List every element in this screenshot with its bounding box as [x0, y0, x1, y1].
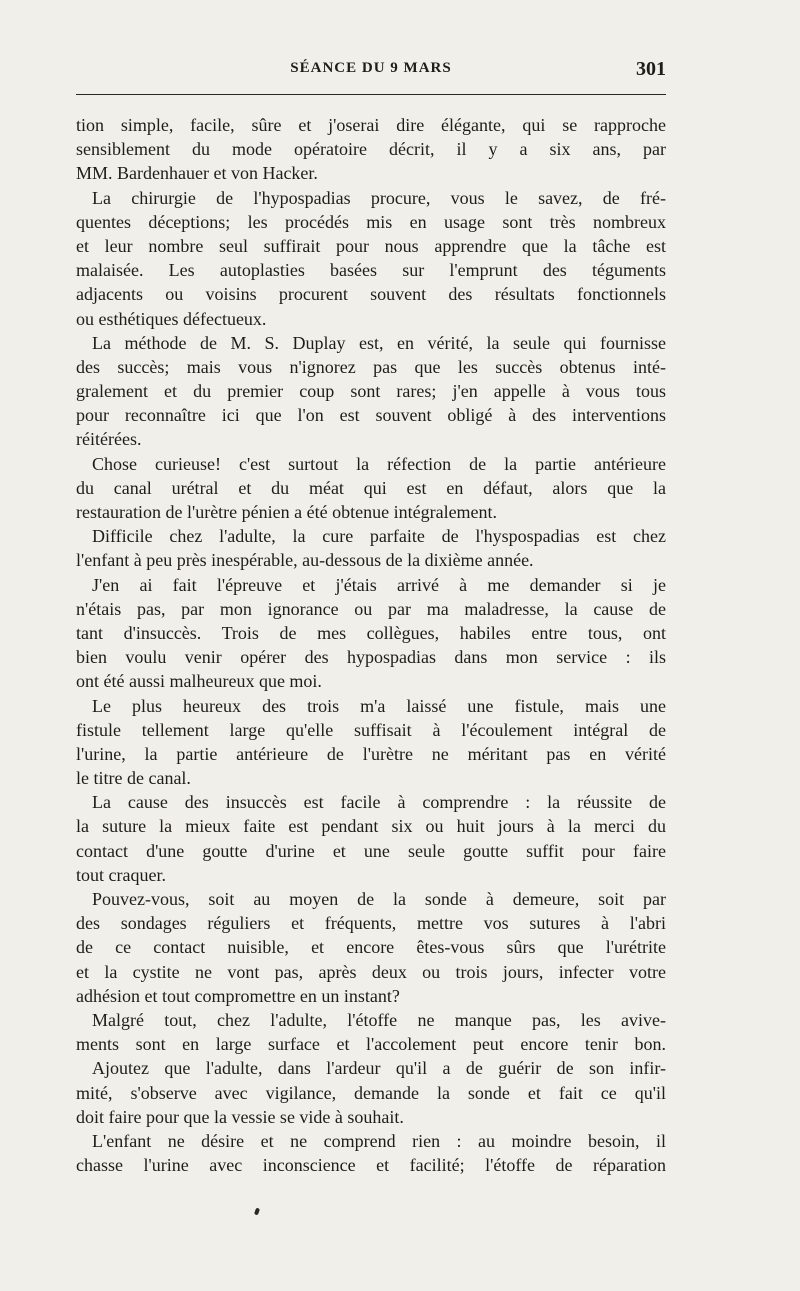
text-line: ou esthétiques défectueux.	[76, 308, 267, 329]
text-line: n'étais pas, par mon ignorance ou par ma maladresse, la cause de	[76, 598, 666, 619]
text-line: la suture la mieux faite est pendant six ou huit jours à la merci du	[76, 816, 666, 837]
text-line: MM. Bardenhauer et von Hacker.	[76, 163, 318, 184]
text-line: l'enfant à peu près inespérable, au-dessous de la dixième année.	[76, 550, 534, 571]
text-line: restauration de l'urètre pénien a été obtenue intégralement.	[76, 502, 498, 522]
page-number: 301	[636, 58, 666, 80]
text-line: du canal urétral et du méat qui est en défaut, alors que la	[76, 477, 666, 498]
text-line: le titre de canal.	[76, 768, 191, 789]
text-line: l'urine, la partie antérieure de l'urètre ne méritant pas en vérité	[76, 743, 666, 764]
text-line: tion simple, facile, sûre et j'oserai dire élégante, qui se rapproche	[76, 115, 666, 135]
text-line: malaisée. Les autoplasties basées sur l'emprunt des téguments	[76, 260, 666, 281]
text-line: sensiblement du mode opératoire décrit, il y a six ans, par	[76, 139, 666, 160]
text-line: mité, s'observe avec vigilance, demande la sonde et fait ce qu'il	[76, 1082, 666, 1103]
text-line: J'en ai fait l'épreuve et j'étais arrivé à me demander si je	[92, 574, 666, 595]
text-line: et leur nombre seul suffirait pour nous apprendre que la tâche est	[76, 235, 666, 256]
text-line: ments sont en large surface et l'accolement peut encore tenir bon.	[76, 1034, 666, 1055]
text-line: gralement et du premier coup sont rares; j'en appelle à vous tous	[76, 381, 666, 402]
text-line: tout craquer.	[76, 864, 166, 885]
text-line: Malgré tout, chez l'adulte, l'étoffe ne manque pas, les avive-	[92, 1009, 666, 1030]
text-line: bien voulu venir opérer des hypospadias dans mon service : ils	[76, 647, 666, 668]
text-line: La méthode de M. S. Duplay est, en vérité, la seule qui fournisse	[92, 332, 666, 353]
text-line: Ajoutez que l'adulte, dans l'ardeur qu'il a de guérir de son infir-	[92, 1058, 666, 1079]
text-line: Le plus heureux des trois m'a laissé une fistule, mais une	[92, 695, 666, 716]
text-line: ont été aussi malheureux que moi.	[76, 671, 322, 692]
text-line: L'enfant ne désire et ne comprend rien : au moindre besoin, il	[92, 1130, 666, 1151]
running-header	[76, 58, 666, 86]
ink-mark	[254, 1208, 260, 1216]
text-line: contact d'une goutte d'urine et une seule goutte suffit pour faire	[76, 840, 666, 861]
text-line: Chose curieuse! c'est surtout la réfection de la partie antérieure	[92, 453, 666, 474]
text-line: quentes déceptions; les procédés mis en usage sont très nombreux	[76, 211, 666, 232]
text-line: Pouvez-vous, soit au moyen de la sonde à demeure, soit par	[92, 889, 666, 909]
text-line: des sondages réguliers et fréquents, mettre vos sutures à l'abri	[76, 913, 666, 934]
text-line: doit faire pour que la vessie se vide à souhait.	[76, 1106, 404, 1127]
text-line: tant d'insuccès. Trois de mes collègues, habiles entre tous, ont	[76, 622, 666, 643]
running-title: SÉANCE DU 9 MARS	[290, 60, 452, 76]
text-line: réitérées.	[76, 429, 142, 450]
text-line: pour reconnaître ici que l'on est souvent obligé à des interventions	[76, 405, 666, 426]
text-line: adjacents ou voisins procurent souvent des résultats fonctionnels	[76, 284, 666, 305]
text-line: Difficile chez l'adulte, la cure parfaite de l'hyspospadias est chez	[92, 526, 666, 547]
text-line: chasse l'urine avec inconscience et facilité; l'étoffe de réparation	[76, 1155, 666, 1176]
header-rule	[76, 94, 666, 95]
text-line: et la cystite ne vont pas, après deux ou trois jours, infecter votre	[76, 961, 666, 982]
text-line: La cause des insuccès est facile à comprendre : la réussite de	[92, 792, 666, 813]
text-line: adhésion et tout compromettre en un instant?	[76, 985, 400, 1006]
text-line: La chirurgie de l'hypospadias procure, vous le savez, de fré-	[92, 187, 666, 208]
text-line: fistule tellement large qu'elle suffisait à l'écoulement intégral de	[76, 719, 666, 740]
text-line: des succès; mais vous n'ignorez pas que les succès obtenus inté-	[76, 356, 666, 377]
text-line: de ce contact nuisible, et encore êtes-vous sûrs que l'urétrite	[76, 937, 666, 958]
body-text	[76, 113, 666, 1177]
